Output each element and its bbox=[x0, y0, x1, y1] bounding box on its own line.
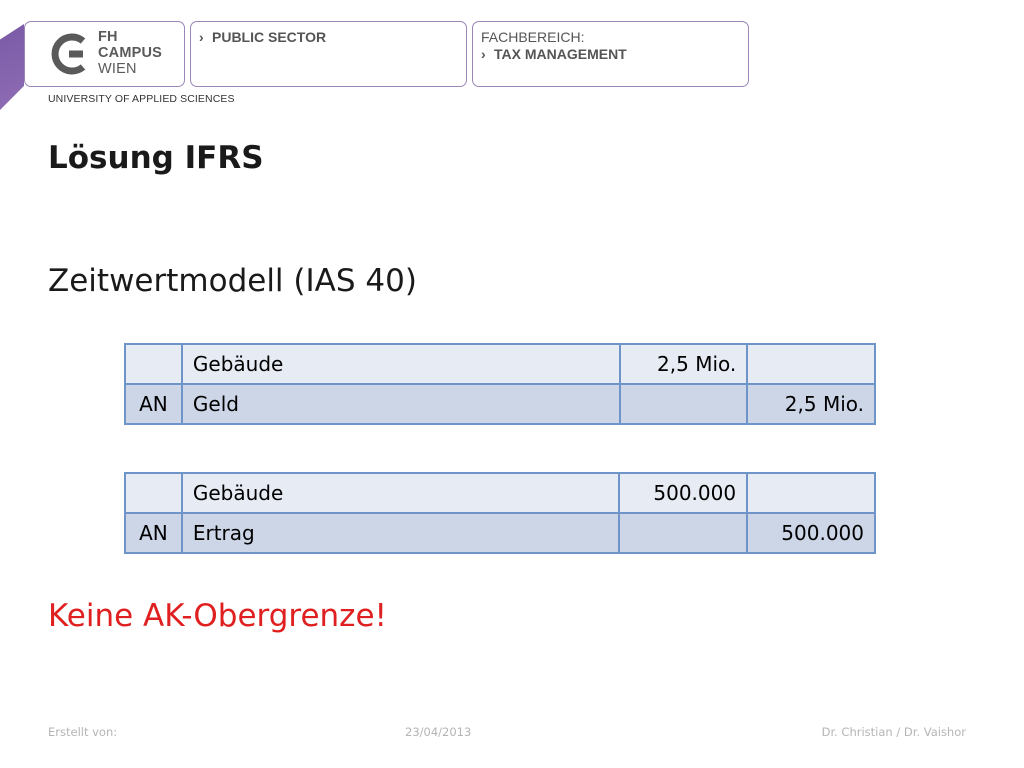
footer-authors: Dr. Christian / Dr. Vaishor bbox=[821, 725, 966, 739]
logo-box bbox=[24, 21, 185, 87]
table-row bbox=[125, 473, 875, 513]
table-row bbox=[125, 384, 875, 424]
booking-table-2 bbox=[124, 472, 876, 554]
table-cell-credit: 500.000 bbox=[747, 513, 875, 553]
logo-wordmark bbox=[98, 29, 162, 77]
page-title: Lösung IFRS bbox=[48, 140, 264, 176]
table-cell-prefix: AN bbox=[125, 513, 182, 553]
chevron-right-icon: › bbox=[481, 46, 486, 62]
fachbereich-value: TAX MANAGEMENT bbox=[494, 46, 627, 62]
table-cell-account: Gebäude bbox=[182, 473, 619, 513]
table-cell-debit: 500.000 bbox=[619, 473, 747, 513]
public-sector-label: PUBLIC SECTOR bbox=[212, 29, 327, 45]
header-accent-shape bbox=[0, 24, 24, 110]
notice-text: Keine AK-Obergrenze! bbox=[48, 598, 387, 634]
table-cell-debit bbox=[620, 384, 748, 424]
logo-line-fh: FH bbox=[98, 29, 118, 45]
table-cell-debit bbox=[619, 513, 747, 553]
table-cell-account: Gebäude bbox=[182, 344, 620, 384]
logo-line-wien: WIEN bbox=[98, 61, 137, 77]
table-cell-credit bbox=[747, 344, 875, 384]
table-cell-credit bbox=[747, 473, 875, 513]
table-cell-account: Ertrag bbox=[182, 513, 619, 553]
chevron-right-icon: › bbox=[199, 29, 204, 45]
fachbereich-box bbox=[472, 21, 749, 87]
fh-campus-logo-icon bbox=[47, 32, 91, 76]
footer-date: 23/04/2013 bbox=[405, 725, 472, 739]
page-subtitle: Zeitwertmodell (IAS 40) bbox=[48, 263, 417, 299]
logo-line-campus: CAMPUS bbox=[98, 45, 163, 61]
table-cell-prefix bbox=[125, 473, 182, 513]
table-cell-credit: 2,5 Mio. bbox=[747, 384, 875, 424]
fachbereich-label: FACHBEREICH: bbox=[481, 29, 585, 45]
booking-table-1 bbox=[124, 343, 876, 425]
table-cell-account: Geld bbox=[182, 384, 620, 424]
table-row bbox=[125, 513, 875, 553]
table-cell-prefix: AN bbox=[125, 384, 182, 424]
table-row bbox=[125, 344, 875, 384]
footer-created-by: Erstellt von: bbox=[48, 725, 118, 739]
university-label: UNIVERSITY OF APPLIED SCIENCES bbox=[48, 93, 235, 105]
table-cell-debit: 2,5 Mio. bbox=[620, 344, 748, 384]
public-sector-box bbox=[190, 21, 467, 87]
table-cell-prefix bbox=[125, 344, 182, 384]
